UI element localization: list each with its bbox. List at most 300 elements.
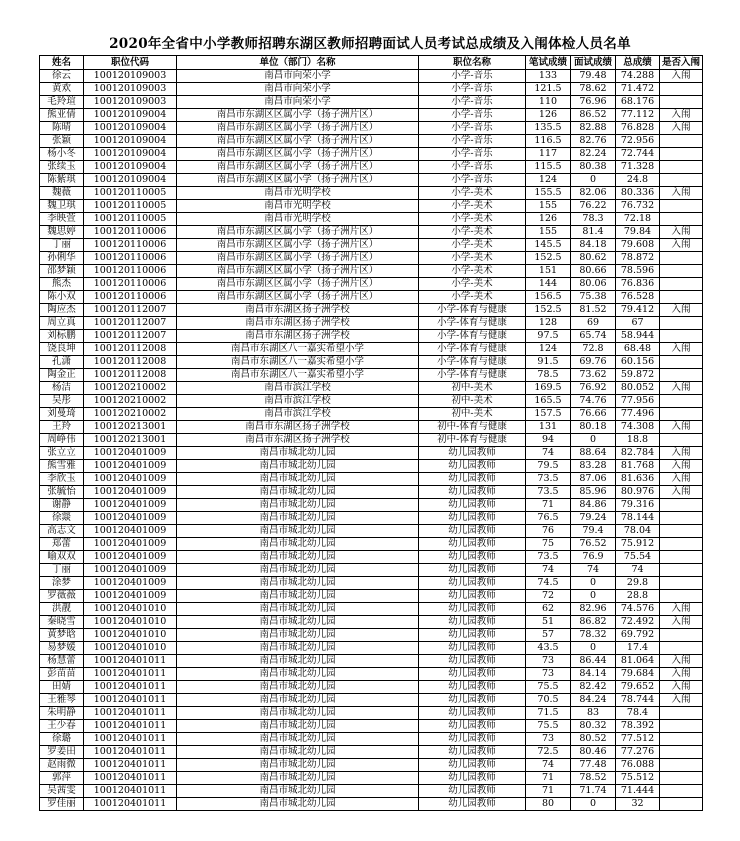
cell-total-score: 78.872 — [616, 252, 660, 265]
cell-total-score: 76.088 — [616, 759, 660, 772]
cell-total-score: 24.8 — [616, 174, 660, 187]
cell-total-score: 74 — [616, 564, 660, 577]
cell-written-score: 152.5 — [526, 252, 571, 265]
cell-position-code: 100120110006 — [84, 226, 177, 239]
cell-position-name: 幼儿园教师 — [419, 486, 526, 499]
cell-unit: 南昌市滨江学校 — [177, 395, 419, 408]
cell-position-code: 100120401010 — [84, 642, 177, 655]
cell-written-score: 152.5 — [526, 304, 571, 317]
header-row — [40, 56, 703, 70]
cell-name: 田婧 — [40, 681, 84, 694]
cell-position-name: 初中-体育与健康 — [419, 421, 526, 434]
cell-unit: 南昌市东湖区区属小学（扬子洲片区） — [177, 135, 419, 148]
cell-name: 魏薇 — [40, 187, 84, 200]
table-row — [40, 746, 703, 759]
cell-position-name: 小学-美术 — [419, 252, 526, 265]
cell-interview-score: 86.52 — [571, 109, 616, 122]
cell-position-code: 100120110006 — [84, 252, 177, 265]
cell-position-name: 小学-美术 — [419, 187, 526, 200]
cell-position-name: 幼儿园教师 — [419, 720, 526, 733]
cell-unit: 南昌市东湖区八一嘉实希望小学 — [177, 343, 419, 356]
cell-name: 熊雪雅 — [40, 460, 84, 473]
cell-total-score: 71.472 — [616, 83, 660, 96]
table-row — [40, 655, 703, 668]
cell-shortlisted: 入闱 — [660, 616, 703, 629]
cell-position-name: 小学-体育与健康 — [419, 343, 526, 356]
cell-unit: 南昌市城北幼儿园 — [177, 590, 419, 603]
cell-total-score: 77.496 — [616, 408, 660, 421]
cell-total-score: 77.112 — [616, 109, 660, 122]
cell-written-score: 126 — [526, 109, 571, 122]
cell-interview-score: 82.42 — [571, 681, 616, 694]
cell-shortlisted: 入闱 — [660, 70, 703, 83]
cell-position-code: 100120401010 — [84, 629, 177, 642]
cell-written-score: 126 — [526, 213, 571, 226]
cell-position-code: 100120401009 — [84, 473, 177, 486]
cell-position-name: 小学-美术 — [419, 213, 526, 226]
table-row — [40, 460, 703, 473]
cell-position-code: 100120112007 — [84, 317, 177, 330]
cell-written-score: 156.5 — [526, 291, 571, 304]
cell-total-score: 80.336 — [616, 187, 660, 200]
cell-written-score: 79.5 — [526, 460, 571, 473]
cell-interview-score: 80.52 — [571, 733, 616, 746]
cell-interview-score: 76.92 — [571, 382, 616, 395]
cell-name: 周峥伟 — [40, 434, 84, 447]
table-row — [40, 525, 703, 538]
header-written-score: 笔试成绩 — [526, 56, 571, 70]
cell-position-name: 初中-美术 — [419, 408, 526, 421]
table-row — [40, 135, 703, 148]
cell-unit: 南昌市城北幼儿园 — [177, 746, 419, 759]
cell-position-name: 幼儿园教师 — [419, 538, 526, 551]
cell-shortlisted — [660, 135, 703, 148]
cell-position-code: 100120401009 — [84, 486, 177, 499]
cell-position-name: 幼儿园教师 — [419, 681, 526, 694]
cell-position-code: 100120210002 — [84, 408, 177, 421]
cell-position-name: 幼儿园教师 — [419, 499, 526, 512]
cell-unit: 南昌市东湖区区属小学（扬子洲片区） — [177, 239, 419, 252]
cell-name: 赵雨微 — [40, 759, 84, 772]
cell-total-score: 81.636 — [616, 473, 660, 486]
cell-interview-score: 85.96 — [571, 486, 616, 499]
table-row — [40, 434, 703, 447]
cell-position-name: 小学-美术 — [419, 226, 526, 239]
cell-unit: 南昌市东湖区八一嘉实希望小学 — [177, 356, 419, 369]
cell-shortlisted: 入闱 — [660, 421, 703, 434]
cell-shortlisted: 入闱 — [660, 239, 703, 252]
cell-name: 杨慧蕾 — [40, 655, 84, 668]
cell-total-score: 76.528 — [616, 291, 660, 304]
cell-position-code: 100120110006 — [84, 265, 177, 278]
cell-position-name: 小学-音乐 — [419, 96, 526, 109]
cell-written-score: 124 — [526, 343, 571, 356]
cell-position-name: 小学-体育与健康 — [419, 330, 526, 343]
cell-interview-score: 69 — [571, 317, 616, 330]
cell-shortlisted — [660, 525, 703, 538]
cell-unit: 南昌市东湖区区属小学（扬子洲片区） — [177, 226, 419, 239]
table-row — [40, 499, 703, 512]
results-table — [39, 55, 703, 811]
table-row — [40, 70, 703, 83]
cell-interview-score: 88.64 — [571, 447, 616, 460]
cell-interview-score: 82.06 — [571, 187, 616, 200]
cell-interview-score: 0 — [571, 590, 616, 603]
cell-total-score: 68.48 — [616, 343, 660, 356]
table-row — [40, 759, 703, 772]
cell-interview-score: 0 — [571, 434, 616, 447]
cell-unit: 南昌市向荣小学 — [177, 83, 419, 96]
cell-shortlisted — [660, 798, 703, 811]
cell-written-score: 71 — [526, 772, 571, 785]
cell-name: 王羚 — [40, 421, 84, 434]
cell-written-score: 73.5 — [526, 473, 571, 486]
cell-shortlisted: 入闱 — [660, 304, 703, 317]
cell-position-code: 100120401010 — [84, 616, 177, 629]
cell-interview-score: 0 — [571, 174, 616, 187]
cell-total-score: 80.052 — [616, 382, 660, 395]
cell-shortlisted — [660, 590, 703, 603]
cell-unit: 南昌市城北幼儿园 — [177, 486, 419, 499]
cell-position-code: 100120112007 — [84, 330, 177, 343]
cell-unit: 南昌市城北幼儿园 — [177, 720, 419, 733]
cell-position-name: 幼儿园教师 — [419, 590, 526, 603]
cell-shortlisted — [660, 642, 703, 655]
cell-name: 魏卫琪 — [40, 200, 84, 213]
cell-unit: 南昌市城北幼儿园 — [177, 733, 419, 746]
cell-total-score: 59.872 — [616, 369, 660, 382]
cell-interview-score: 72.8 — [571, 343, 616, 356]
cell-unit: 南昌市东湖区区属小学（扬子洲片区） — [177, 252, 419, 265]
cell-unit: 南昌市城北幼儿园 — [177, 759, 419, 772]
cell-position-name: 小学-美术 — [419, 200, 526, 213]
cell-position-code: 100120110005 — [84, 213, 177, 226]
cell-interview-score: 83 — [571, 707, 616, 720]
cell-shortlisted — [660, 317, 703, 330]
cell-unit: 南昌市向荣小学 — [177, 96, 419, 109]
cell-name: 黄欢 — [40, 83, 84, 96]
cell-shortlisted: 入闱 — [660, 655, 703, 668]
cell-shortlisted — [660, 564, 703, 577]
cell-shortlisted — [660, 252, 703, 265]
cell-position-code: 100120401009 — [84, 460, 177, 473]
cell-written-score: 74 — [526, 564, 571, 577]
cell-position-name: 初中-美术 — [419, 395, 526, 408]
table-row — [40, 421, 703, 434]
cell-interview-score: 82.76 — [571, 135, 616, 148]
cell-written-score: 115.5 — [526, 161, 571, 174]
cell-interview-score: 82.96 — [571, 603, 616, 616]
cell-position-name: 幼儿园教师 — [419, 655, 526, 668]
cell-name: 刘曼琦 — [40, 408, 84, 421]
cell-written-score: 73 — [526, 668, 571, 681]
cell-shortlisted: 入闱 — [660, 694, 703, 707]
cell-total-score: 81.768 — [616, 460, 660, 473]
cell-name: 周立真 — [40, 317, 84, 330]
cell-written-score: 135.5 — [526, 122, 571, 135]
cell-name: 熊亚倩 — [40, 109, 84, 122]
cell-position-name: 小学-音乐 — [419, 83, 526, 96]
cell-name: 张续玉 — [40, 161, 84, 174]
cell-interview-score: 76.96 — [571, 96, 616, 109]
cell-written-score: 74 — [526, 759, 571, 772]
cell-name: 张颖 — [40, 135, 84, 148]
cell-written-score: 145.5 — [526, 239, 571, 252]
cell-position-code: 100120401009 — [84, 551, 177, 564]
cell-total-score: 78.144 — [616, 512, 660, 525]
cell-written-score: 165.5 — [526, 395, 571, 408]
cell-total-score: 80.976 — [616, 486, 660, 499]
table-row — [40, 447, 703, 460]
cell-total-score: 77.956 — [616, 395, 660, 408]
table-row — [40, 577, 703, 590]
cell-unit: 南昌市向荣小学 — [177, 70, 419, 83]
cell-position-code: 100120401011 — [84, 733, 177, 746]
table-row — [40, 681, 703, 694]
cell-name: 张立立 — [40, 447, 84, 460]
cell-written-score: 76 — [526, 525, 571, 538]
cell-unit: 南昌市城北幼儿园 — [177, 707, 419, 720]
cell-interview-score: 71.74 — [571, 785, 616, 798]
cell-shortlisted — [660, 213, 703, 226]
cell-interview-score: 76.9 — [571, 551, 616, 564]
cell-total-score: 17.4 — [616, 642, 660, 655]
cell-written-score: 91.5 — [526, 356, 571, 369]
cell-position-name: 幼儿园教师 — [419, 460, 526, 473]
cell-position-code: 100120401009 — [84, 564, 177, 577]
table-row — [40, 83, 703, 96]
cell-unit: 南昌市东湖区区属小学（扬子洲片区） — [177, 109, 419, 122]
cell-name: 李映萱 — [40, 213, 84, 226]
table-row — [40, 694, 703, 707]
cell-name: 丁丽 — [40, 564, 84, 577]
cell-position-code: 100120401011 — [84, 785, 177, 798]
cell-written-score: 73.5 — [526, 486, 571, 499]
cell-unit: 南昌市东湖区扬子洲学校 — [177, 421, 419, 434]
cell-name: 郭萍 — [40, 772, 84, 785]
cell-written-score: 80 — [526, 798, 571, 811]
cell-position-name: 幼儿园教师 — [419, 707, 526, 720]
cell-position-code: 100120401011 — [84, 772, 177, 785]
cell-name: 罗薇薇 — [40, 590, 84, 603]
table-row — [40, 278, 703, 291]
cell-interview-score: 0 — [571, 577, 616, 590]
table-row — [40, 486, 703, 499]
cell-shortlisted: 入闱 — [660, 122, 703, 135]
cell-unit: 南昌市滨江学校 — [177, 408, 419, 421]
cell-name: 杨小冬 — [40, 148, 84, 161]
cell-interview-score: 87.06 — [571, 473, 616, 486]
header-shortlisted: 是否入闱 — [660, 56, 703, 70]
cell-total-score: 78.596 — [616, 265, 660, 278]
cell-interview-score: 79.24 — [571, 512, 616, 525]
cell-name: 郑蕾 — [40, 538, 84, 551]
table-row — [40, 590, 703, 603]
cell-position-code: 100120401011 — [84, 655, 177, 668]
cell-unit: 南昌市城北幼儿园 — [177, 525, 419, 538]
cell-position-code: 100120401009 — [84, 525, 177, 538]
table-row — [40, 161, 703, 174]
cell-position-name: 幼儿园教师 — [419, 616, 526, 629]
cell-total-score: 74.576 — [616, 603, 660, 616]
cell-written-score: 75 — [526, 538, 571, 551]
cell-position-code: 100120112008 — [84, 356, 177, 369]
cell-written-score: 124 — [526, 174, 571, 187]
cell-interview-score: 84.14 — [571, 668, 616, 681]
cell-position-code: 100120112008 — [84, 343, 177, 356]
cell-total-score: 72.492 — [616, 616, 660, 629]
cell-interview-score: 80.06 — [571, 278, 616, 291]
table-row — [40, 369, 703, 382]
cell-written-score: 116.5 — [526, 135, 571, 148]
cell-total-score: 71.444 — [616, 785, 660, 798]
cell-name: 谢静 — [40, 499, 84, 512]
cell-written-score: 72.5 — [526, 746, 571, 759]
cell-shortlisted — [660, 96, 703, 109]
cell-shortlisted: 入闱 — [660, 187, 703, 200]
cell-name: 饶良坤 — [40, 343, 84, 356]
cell-total-score: 71.328 — [616, 161, 660, 174]
cell-position-code: 100120109003 — [84, 83, 177, 96]
cell-shortlisted — [660, 291, 703, 304]
cell-shortlisted — [660, 746, 703, 759]
cell-position-name: 幼儿园教师 — [419, 525, 526, 538]
cell-unit: 南昌市城北幼儿园 — [177, 785, 419, 798]
cell-interview-score: 83.28 — [571, 460, 616, 473]
table-row — [40, 668, 703, 681]
cell-position-code: 100120213001 — [84, 421, 177, 434]
cell-written-score: 51 — [526, 616, 571, 629]
cell-name: 丁丽 — [40, 239, 84, 252]
cell-shortlisted: 入闱 — [660, 460, 703, 473]
cell-total-score: 75.512 — [616, 772, 660, 785]
cell-position-name: 幼儿园教师 — [419, 629, 526, 642]
cell-interview-score: 82.88 — [571, 122, 616, 135]
cell-shortlisted — [660, 408, 703, 421]
cell-interview-score: 0 — [571, 798, 616, 811]
cell-name: 陶应杰 — [40, 304, 84, 317]
table-row — [40, 772, 703, 785]
cell-written-score: 121.5 — [526, 83, 571, 96]
cell-shortlisted — [660, 785, 703, 798]
cell-interview-score: 80.66 — [571, 265, 616, 278]
cell-unit: 南昌市东湖区区属小学（扬子洲片区） — [177, 278, 419, 291]
cell-unit: 南昌市东湖区扬子洲学校 — [177, 317, 419, 330]
cell-position-code: 100120109003 — [84, 96, 177, 109]
cell-unit: 南昌市城北幼儿园 — [177, 772, 419, 785]
cell-written-score: 71 — [526, 785, 571, 798]
cell-position-code: 100120401011 — [84, 681, 177, 694]
cell-written-score: 71.5 — [526, 707, 571, 720]
cell-name: 罗姜田 — [40, 746, 84, 759]
cell-position-name: 小学-美术 — [419, 265, 526, 278]
cell-position-name: 小学-音乐 — [419, 135, 526, 148]
cell-interview-score: 80.32 — [571, 720, 616, 733]
cell-written-score: 62 — [526, 603, 571, 616]
header-unit: 单位（部门）名称 — [177, 56, 419, 70]
table-row — [40, 551, 703, 564]
table-row — [40, 213, 703, 226]
table-row — [40, 317, 703, 330]
cell-unit: 南昌市城北幼儿园 — [177, 655, 419, 668]
cell-name: 吴茜雯 — [40, 785, 84, 798]
cell-interview-score: 80.62 — [571, 252, 616, 265]
cell-name: 杨洁 — [40, 382, 84, 395]
cell-position-name: 小学-音乐 — [419, 122, 526, 135]
cell-interview-score: 84.24 — [571, 694, 616, 707]
cell-unit: 南昌市东湖区区属小学（扬子洲片区） — [177, 148, 419, 161]
cell-position-name: 幼儿园教师 — [419, 785, 526, 798]
cell-total-score: 75.912 — [616, 538, 660, 551]
cell-name: 喻双双 — [40, 551, 84, 564]
cell-written-score: 144 — [526, 278, 571, 291]
cell-shortlisted — [660, 538, 703, 551]
header-total-score: 总成绩 — [616, 56, 660, 70]
cell-name: 徐璐 — [40, 733, 84, 746]
cell-position-code: 100120210002 — [84, 395, 177, 408]
cell-shortlisted — [660, 512, 703, 525]
cell-unit: 南昌市城北幼儿园 — [177, 551, 419, 564]
cell-position-code: 100120110005 — [84, 187, 177, 200]
table-row — [40, 265, 703, 278]
cell-name: 陈晴 — [40, 122, 84, 135]
table-row — [40, 538, 703, 551]
cell-written-score: 70.5 — [526, 694, 571, 707]
cell-interview-score: 78.32 — [571, 629, 616, 642]
table-row — [40, 148, 703, 161]
cell-shortlisted — [660, 772, 703, 785]
document-title: 2020年全省中小学教师招聘东湖区教师招聘面试人员考试总成绩及入闱体检人员名单 — [109, 36, 631, 52]
cell-total-score: 78.392 — [616, 720, 660, 733]
cell-interview-score: 81.52 — [571, 304, 616, 317]
cell-interview-score: 73.62 — [571, 369, 616, 382]
cell-written-score: 157.5 — [526, 408, 571, 421]
cell-interview-score: 79.48 — [571, 70, 616, 83]
cell-position-name: 小学-音乐 — [419, 174, 526, 187]
cell-written-score: 75.5 — [526, 681, 571, 694]
cell-written-score: 133 — [526, 70, 571, 83]
cell-written-score: 57 — [526, 629, 571, 642]
cell-position-name: 幼儿园教师 — [419, 733, 526, 746]
cell-shortlisted — [660, 499, 703, 512]
cell-name: 徐云 — [40, 70, 84, 83]
cell-position-code: 100120109004 — [84, 109, 177, 122]
table-row — [40, 395, 703, 408]
cell-position-code: 100120110006 — [84, 278, 177, 291]
cell-written-score: 131 — [526, 421, 571, 434]
cell-unit: 南昌市光明学校 — [177, 213, 419, 226]
cell-interview-score: 81.4 — [571, 226, 616, 239]
table-row — [40, 252, 703, 265]
table-row — [40, 304, 703, 317]
cell-shortlisted: 入闱 — [660, 668, 703, 681]
table-row — [40, 642, 703, 655]
cell-written-score: 76.5 — [526, 512, 571, 525]
cell-shortlisted — [660, 369, 703, 382]
table-row — [40, 239, 703, 252]
cell-position-name: 小学-音乐 — [419, 70, 526, 83]
table-row — [40, 356, 703, 369]
cell-position-code: 100120109004 — [84, 148, 177, 161]
cell-shortlisted: 入闱 — [660, 681, 703, 694]
cell-position-name: 小学-音乐 — [419, 161, 526, 174]
table-row — [40, 473, 703, 486]
cell-position-code: 100120112008 — [84, 369, 177, 382]
table-row — [40, 512, 703, 525]
cell-written-score: 72 — [526, 590, 571, 603]
cell-name: 孙俐华 — [40, 252, 84, 265]
cell-position-name: 幼儿园教师 — [419, 512, 526, 525]
